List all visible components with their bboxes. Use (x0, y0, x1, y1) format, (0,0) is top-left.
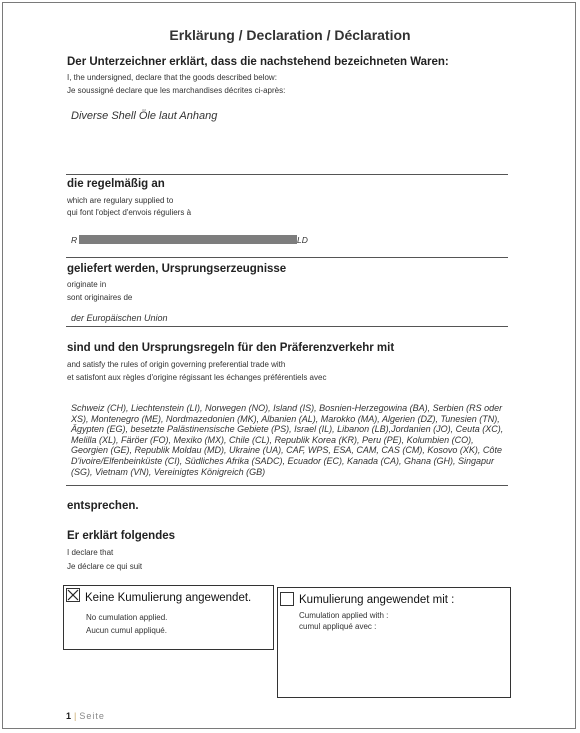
cumulation-french: cumul appliqué avec : (299, 622, 377, 631)
page-number: 1 (66, 711, 72, 721)
supplied-french: qui font l'object d'envois réguliers à (67, 208, 192, 217)
no-cumulation-french: Aucun cumul appliqué. (86, 626, 167, 635)
supplied-heading: die regelmäßig an (67, 178, 165, 190)
declare-french: Je déclare ce qui suit (67, 562, 143, 571)
entsprechen-text: entsprechen. (67, 500, 139, 512)
declare-heading: Er erklärt folgendes (67, 530, 176, 542)
origin-french: sont originaires de (67, 293, 133, 302)
redaction-bar (79, 235, 297, 244)
intro-french: Je soussigné declare que les marchandises décrites ci-après: (67, 86, 286, 95)
declare-english: I declare that (67, 548, 114, 557)
origin-value: der Europäischen Union (71, 313, 168, 323)
recipient-value-start: R (71, 235, 78, 245)
rules-french: et satisfont aux règles d'origine régissant les échanges préférentiels avec (67, 373, 327, 382)
divider (66, 485, 508, 486)
document-title: Erklärung / Declaration / Déclaration (169, 27, 411, 43)
countries-list: Schweiz (CH), Liechtenstein (LI), Norwegen (NO), Island (IS), Bosnien-Herzegowina (BA), Serbien (RS oder XS), Montenegro (ME), Nordmazedonien (MK), Albanien (AL), Marokko (MA), Algerien (DZ), Tunesien (TN), Ägypten (EG), besetzte Palästinensische Gebiete (PS), Israel (IL), Libanon (LB),Jordanien (JO), Ceuta (XC), Melilla (XL), Färöer (FO), Mexiko (MX), Chile (CL), Republik Korea (KR), Peru (PE), Kolumbien (CO), Georgien (GE), Republik Moldau (MD), Ukraine (UA), CAF, WPS, ESA, CAM, CAS (CM), Kosovo (XK), Côte D'ivoire/Elfenbeinküste (CI), Südliches Afrika (SADC), Ecuador (EC), Kanada (CA), Ghana (GH), Singapur (SG), Vietnam (VN), Vereinigtes Königreich (GB) (71, 403, 504, 477)
goods-description-value: Diverse Shell Öle laut Anhang (71, 110, 218, 122)
intro-english: I, the undersigned, declare that the goods described below: (67, 73, 277, 82)
no-cumulation-checkbox[interactable] (66, 588, 80, 602)
rules-english: and satisfy the rules of origin governing preferential trade with (67, 360, 286, 369)
divider (66, 174, 508, 175)
cumulation-title: Kumulierung angewendet mit : (299, 594, 455, 606)
page-label: Seite (79, 711, 105, 721)
no-cumulation-box (63, 585, 274, 650)
divider (66, 326, 508, 327)
footer-separator: | (74, 711, 77, 721)
recipient-value-end: LD (297, 235, 308, 245)
checkmark-x-icon (67, 589, 79, 601)
cumulation-english: Cumulation applied with : (299, 611, 389, 620)
divider (66, 257, 508, 258)
origin-heading: geliefert werden, Ursprungserzeugnisse (67, 263, 287, 275)
cumulation-box (277, 587, 511, 698)
cumulation-checkbox[interactable] (280, 592, 294, 606)
supplied-english: which are regulary supplied to (67, 196, 174, 205)
no-cumulation-title: Keine Kumulierung angewendet. (85, 592, 252, 604)
origin-english: originate in (67, 280, 107, 289)
page-footer (66, 711, 105, 721)
intro-heading: Der Unterzeichner erklärt, dass die nachstehend bezeichneten Waren: (67, 56, 449, 68)
rules-heading: sind und den Ursprungsregeln für den Präferenzverkehr mit (67, 342, 395, 354)
no-cumulation-english: No cumulation applied. (86, 613, 168, 622)
